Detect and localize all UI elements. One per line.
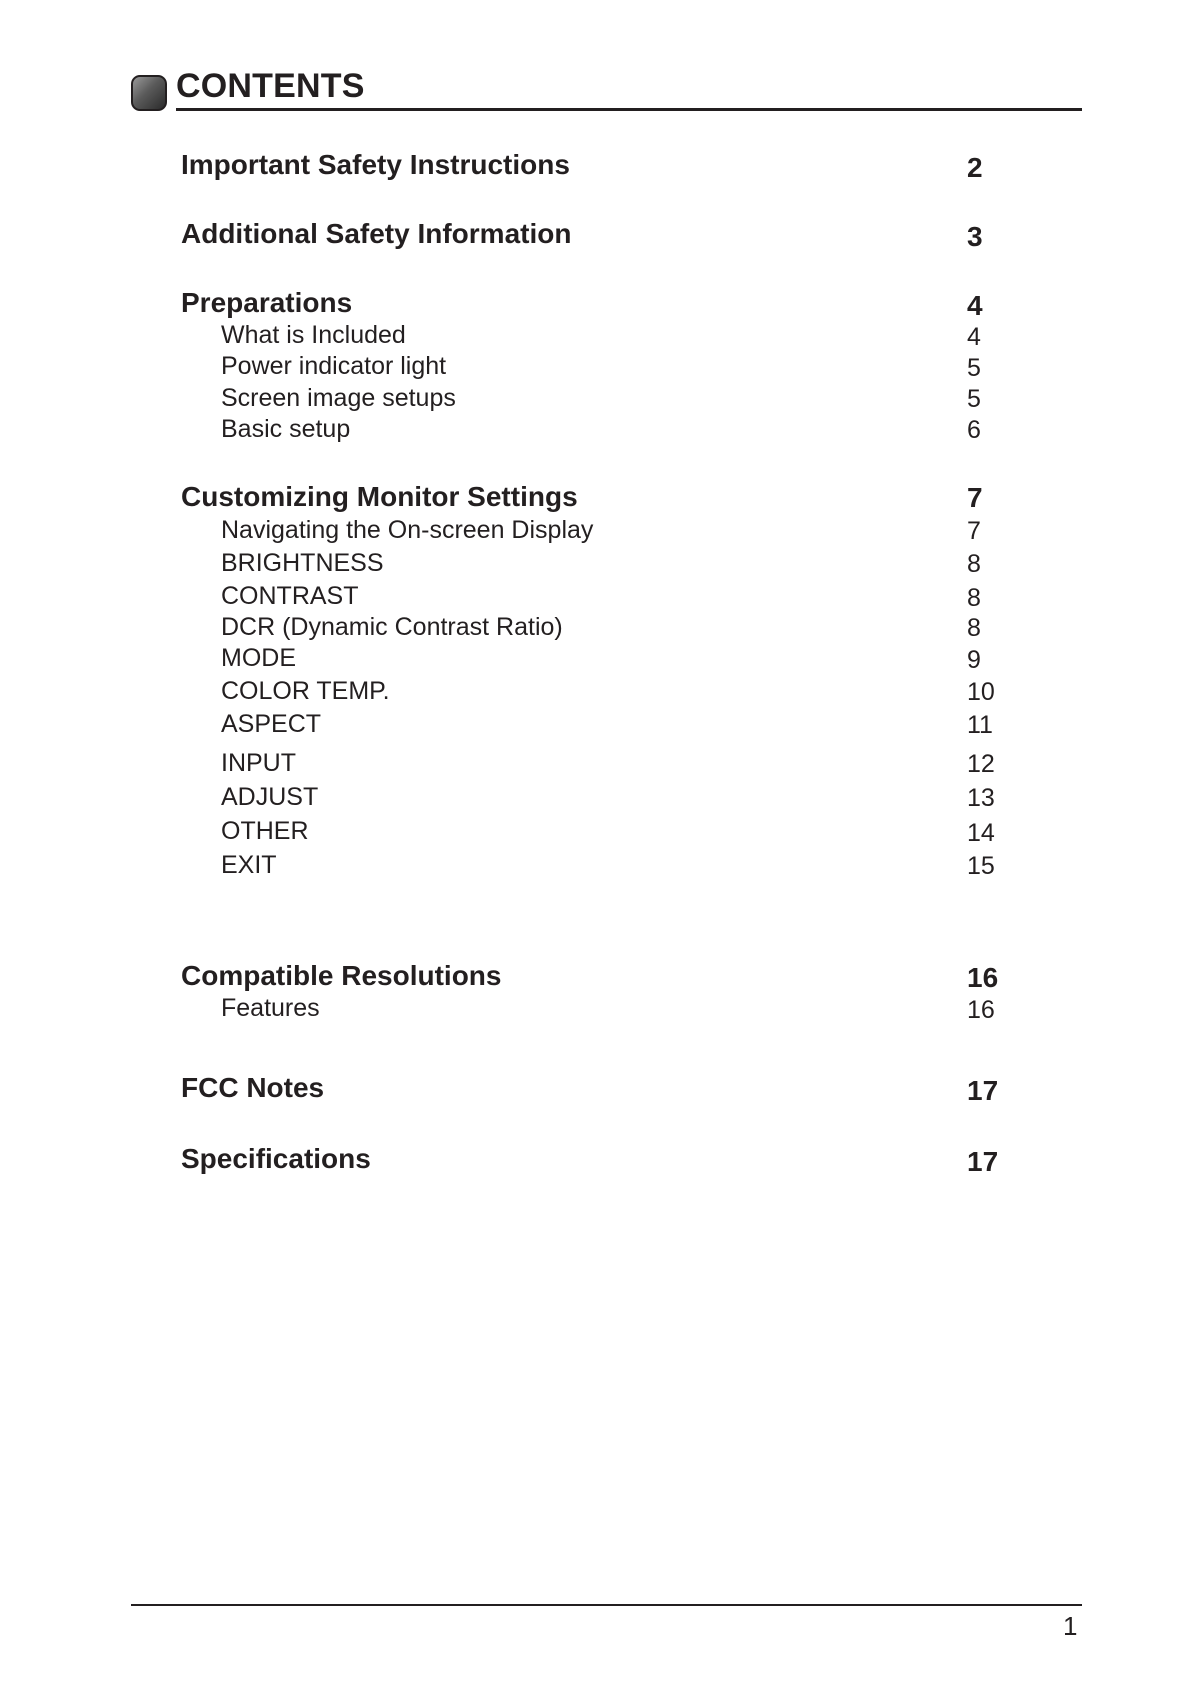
toc-item-title[interactable]: ASPECT xyxy=(221,710,322,738)
toc-item-page: 12 xyxy=(967,750,995,778)
toc-item-page: 5 xyxy=(967,385,981,413)
toc-section-title[interactable]: Preparations xyxy=(181,287,353,318)
toc-item-title[interactable]: OTHER xyxy=(221,817,309,845)
toc-section-page: 3 xyxy=(967,221,983,252)
toc-item-title[interactable]: Basic setup xyxy=(221,415,351,443)
toc-item-page: 9 xyxy=(967,646,981,674)
toc-item-page: 16 xyxy=(967,996,995,1024)
toc-item-page: 8 xyxy=(967,550,981,578)
toc-item-page: 4 xyxy=(967,323,981,351)
toc-item-page: 8 xyxy=(967,584,981,612)
toc-item-title[interactable]: DCR (Dynamic Contrast Ratio) xyxy=(221,613,563,641)
toc-item-title[interactable]: Features xyxy=(221,994,320,1022)
toc-section-page: 16 xyxy=(967,962,999,993)
page-title: CONTENTS xyxy=(176,67,365,105)
toc-section-title[interactable]: FCC Notes xyxy=(181,1072,325,1103)
footer-divider xyxy=(131,1604,1082,1606)
toc-section-page: 17 xyxy=(967,1075,999,1106)
toc-item-title[interactable]: Power indicator light xyxy=(221,352,447,380)
toc-item-page: 8 xyxy=(967,614,981,642)
toc-section-title[interactable]: Specifications xyxy=(181,1143,371,1174)
toc-section-page: 2 xyxy=(967,152,983,183)
toc-section-page: 7 xyxy=(967,482,983,513)
toc-section-page: 17 xyxy=(967,1146,999,1177)
header-divider xyxy=(176,108,1082,111)
toc-section-title[interactable]: Customizing Monitor Settings xyxy=(181,481,578,512)
toc-item-title[interactable]: MODE xyxy=(221,644,296,672)
section-marker-icon xyxy=(131,75,167,111)
toc-item-title[interactable]: Screen image setups xyxy=(221,384,456,412)
toc-section-title[interactable]: Compatible Resolutions xyxy=(181,960,502,991)
toc-item-title[interactable]: COLOR TEMP. xyxy=(221,677,390,705)
toc-item-page: 10 xyxy=(967,678,995,706)
toc-section-title[interactable]: Additional Safety Information xyxy=(181,218,572,249)
toc-item-page: 14 xyxy=(967,819,995,847)
toc-item-title[interactable]: What is Included xyxy=(221,321,406,349)
toc-item-page: 7 xyxy=(967,517,981,545)
toc-item-page: 15 xyxy=(967,852,995,880)
toc-item-title[interactable]: INPUT xyxy=(221,749,296,777)
toc-item-page: 6 xyxy=(967,416,981,444)
toc-item-page: 5 xyxy=(967,354,981,382)
toc-item-title[interactable]: Navigating the On-screen Display xyxy=(221,516,594,544)
toc-section-page: 4 xyxy=(967,290,983,321)
toc-item-title[interactable]: CONTRAST xyxy=(221,582,359,610)
toc-item-page: 11 xyxy=(967,711,993,739)
toc-item-title[interactable]: EXIT xyxy=(221,851,277,879)
toc-item-page: 13 xyxy=(967,784,995,812)
toc-item-title[interactable]: BRIGHTNESS xyxy=(221,549,384,577)
toc-item-title[interactable]: ADJUST xyxy=(221,783,319,811)
toc-section-title[interactable]: Important Safety Instructions xyxy=(181,149,570,180)
